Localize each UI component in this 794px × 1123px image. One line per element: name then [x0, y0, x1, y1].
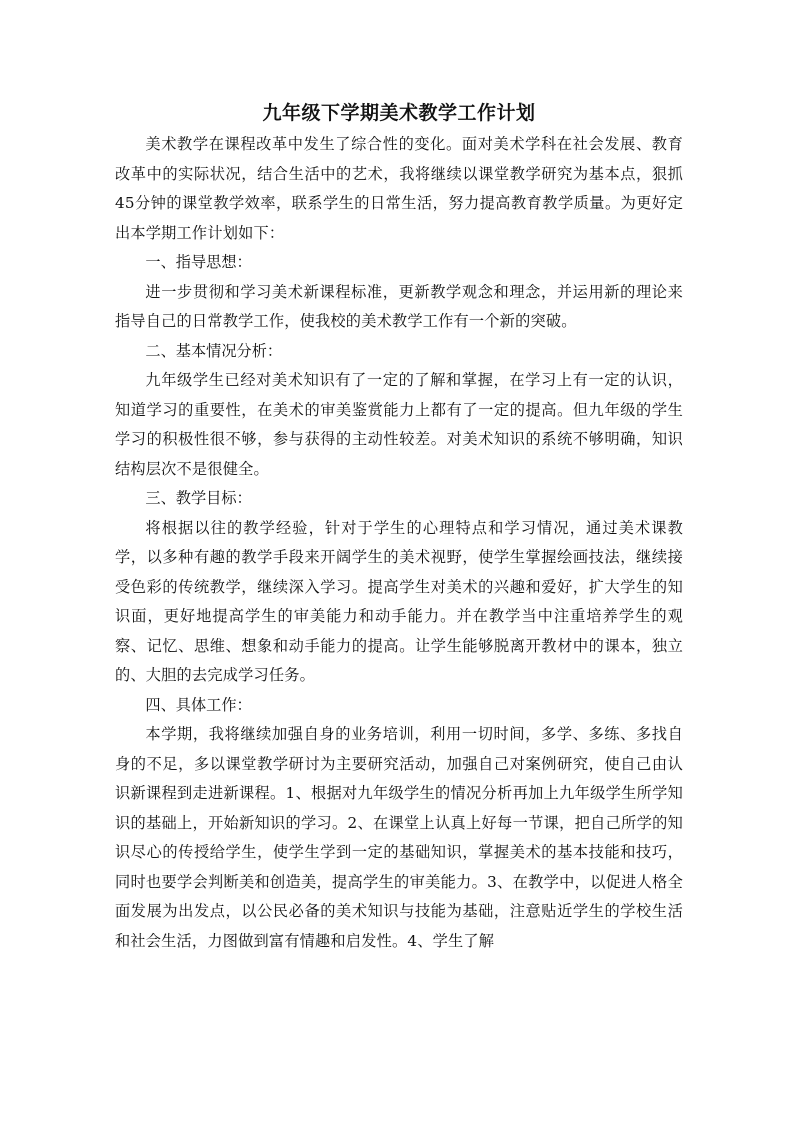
- section-heading-specific-work: 四、具体工作：: [145, 695, 252, 714]
- document-title: 九年级下学期美术教学工作计划: [262, 102, 536, 124]
- section-body-guiding-ideology: 进一步贯彻和学习美术新课程标准，更新教学观念和理念，并运用新的理论来指导自己的日常教学工作，使我校的美术教学工作有一个新的突破。: [115, 282, 683, 330]
- section-heading-guiding-ideology: 一、指导思想：: [145, 253, 252, 271]
- section-body-situation-analysis: 九年级学生已经对美术知识有了一定的了解和掌握，在学习上有一定的认识，知道学习的重要性，在美术的审美鉴赏能力上都有了一定的提高。但九年级的学生学习的积极性很不够，参与获得的主动性较差。对美术知识的系统不够明确，知识结构层次不是很健全。: [115, 371, 683, 478]
- section-heading-teaching-goals: 三、教学目标：: [145, 489, 252, 507]
- section-body-specific-work: 本学期，我将继续加强自身的业务培训，利用一切时间，多学、多练、多找自身的不足，多以课堂教学研讨为主要研究活动，加强自己对案例研究，使自己由认识新课程到走进新课程。1、根据对九年级学生的情况分析再加上九年级学生所学知识的基础上，开始新知识的学习。2、在课堂上认真上好每一节课，把自己所学的知识尽心的传授给学生，使学生学到一定的基础知识，掌握美术的基本技能和技巧，同时也要学会判断美和创造美，提高学生的审美能力。3、在教学中，以促进人格全面发展为出发点，以公民必备的美术知识与技能为基础，注意贴近学生的学校生活和社会生活，力图做到富有情趣和启发性。4、学生了解: [115, 725, 683, 950]
- document-page: [115, 96, 683, 956]
- intro-paragraph: 美术教学在课程改革中发生了综合性的变化。面对美术学科在社会发展、教育改革中的实际状况，结合生活中的艺术，我将继续以课堂教学研究为基本点，狠抓45分钟的课堂教学效率，联系学生的日常生活，努力提高教育教学质量。为更好定出本学期工作计划如下：: [115, 135, 683, 242]
- section-heading-situation-analysis: 二、基本情况分析：: [145, 341, 283, 360]
- section-body-teaching-goals: 将根据以往的教学经验，针对于学生的心理特点和学习情况，通过美术课教学，以多种有趣的教学手段来开阔学生的美术视野，使学生掌握绘画技法，继续接受色彩的传统教学，继续深入学习。提高学生对美术的兴趣和爱好，扩大学生的知识面，更好地提高学生的审美能力和动手能力。并在教学当中注重培养学生的观察、记忆、思维、想象和动手能力的提高。让学生能够脱离开教材中的课本，独立的、大胆的去完成学习任务。: [115, 518, 683, 684]
